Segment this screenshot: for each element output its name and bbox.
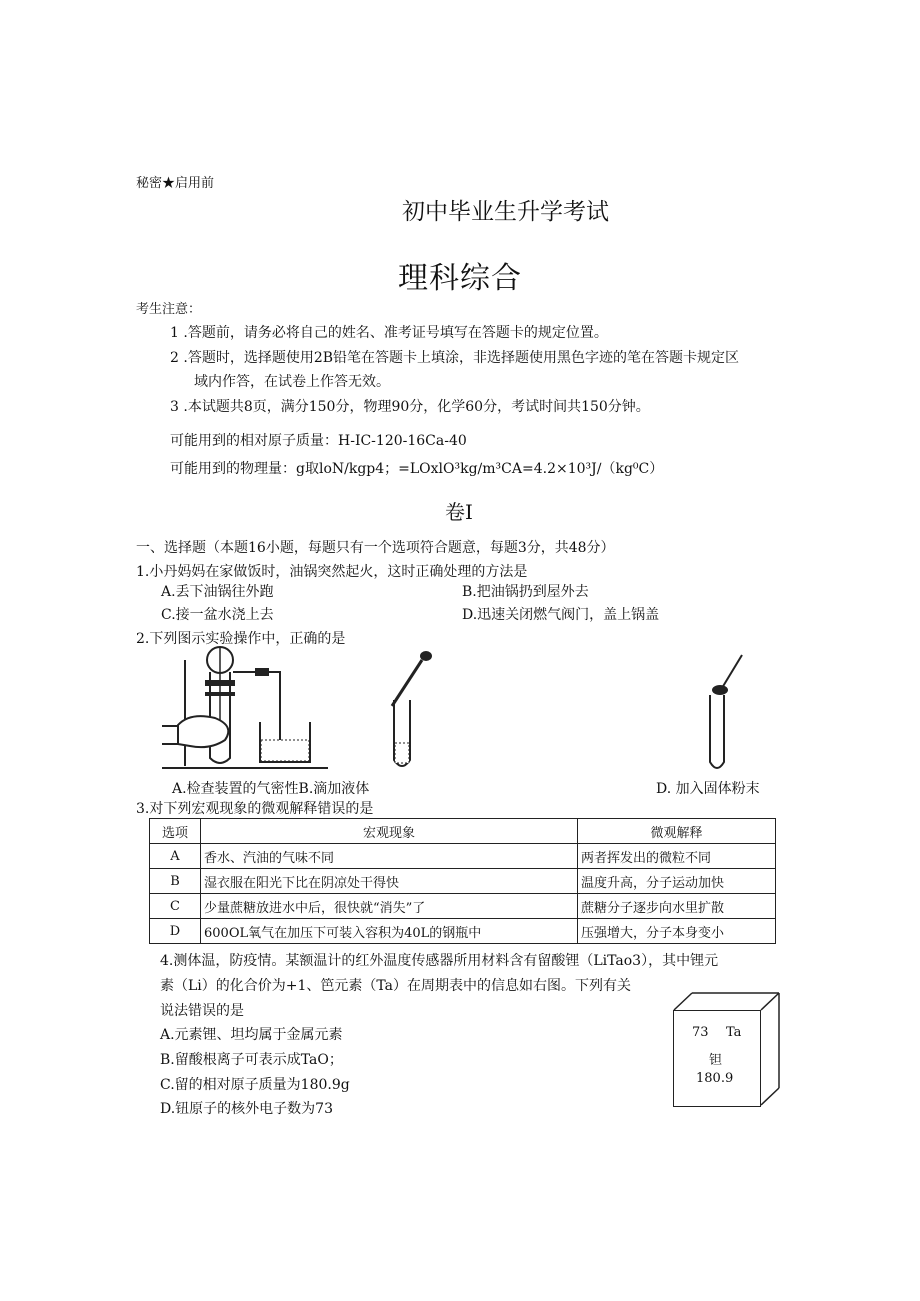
q2-caption-d: D. 加入固体粉末 — [656, 781, 760, 797]
notice-item-number: 2 — [170, 350, 179, 366]
notice-item-text: .本试题共8页，满分150分，物理90分，化学60分，考试时间共150分钟。 — [183, 399, 650, 415]
q4-line-3: 说法错误的是 — [160, 1003, 244, 1019]
atomic-number: 73 — [692, 1025, 709, 1040]
q1-stem: 1.小丹妈妈在家做饭时，油锅突然起火，这时正确处理的方法是 — [136, 564, 528, 580]
table-row — [150, 894, 776, 919]
header-cell: 微观解释 — [578, 819, 776, 844]
q1-option-a: A.丢下油锅往外跑 — [161, 584, 274, 600]
table-row — [150, 869, 776, 894]
phenomenon-cell: 少量蔗糖放进水中后，很快就“消失”了 — [201, 894, 578, 919]
q4-option-d: D.钮原子的核外电子数为73 — [160, 1101, 333, 1117]
explanation-cell: 蔗糖分子逐步向水里扩散 — [578, 894, 776, 919]
phenomenon-cell: 600OL氧气在加压下可装入容积为40L的钢瓶中 — [201, 919, 578, 944]
notice-heading: 考生注意： — [136, 302, 202, 317]
exam-title: 初中毕业生升学考试 — [402, 199, 609, 225]
atomic-mass: 180.9 — [696, 1071, 734, 1086]
confidential-mark: 秘密★启用前 — [136, 176, 215, 191]
q4-line-1: 4.测体温，防疫情。某额温计的红外温度传感器所用材料含有留酸锂（LiTao3），其中锂元 — [160, 953, 719, 969]
powder-test-tube-figure — [700, 650, 760, 775]
element-name: 钽 — [709, 1053, 723, 1068]
table-row — [150, 844, 776, 869]
option-cell: A — [150, 844, 201, 869]
q4-line-2: 素（Li）的化合价为+1、笆元素（Ta）在周期表中的信息如右图。下列有关 — [160, 978, 632, 994]
explanation-cell: 压强增大，分子本身变小 — [578, 919, 776, 944]
element-symbol: Ta — [726, 1025, 742, 1040]
explanation-cell: 温度升高，分子运动加快 — [578, 869, 776, 894]
notice-item-2-continuation: 域内作答，在试卷上作答无效。 — [194, 374, 390, 390]
q3-table — [149, 818, 776, 944]
option-cell: D — [150, 919, 201, 944]
dropper-test-tube-figure — [382, 648, 442, 776]
section-heading: 一、选择题（本题16小题，每题只有一个选项符合题意，每题3分，共48分） — [136, 540, 615, 556]
option-cell: C — [150, 894, 201, 919]
volume-heading: 卷I — [445, 500, 473, 524]
header-cell: 选项 — [150, 819, 201, 844]
table-header-row — [150, 819, 776, 844]
table-row — [150, 919, 776, 944]
atomic-mass-line: 可能用到的相对原子质量：H-IC-120-16Ca-40 — [170, 433, 467, 449]
physics-constants-line: 可能用到的物理量：g取loN∕kgp4；=LOxlO³kg∕m³CA=4.2×10³J∕（kg⁰C） — [170, 461, 664, 477]
q4-option-a: A.元素锂、坦均属于金属元素 — [160, 1027, 343, 1043]
q2-stem: 2.下列图示实验操作中，正确的是 — [136, 631, 346, 647]
q2-caption-ab: A.检查装置的气密性B.滴加液体 — [172, 781, 370, 797]
notice-item-1 — [170, 322, 608, 342]
notice-item-3 — [170, 396, 650, 416]
notice-item-number: 1 — [170, 325, 179, 341]
notice-item-number: 3 — [170, 399, 179, 415]
q1-option-c: C.接一盆水浇上去 — [161, 607, 274, 623]
header-cell: 宏观现象 — [201, 819, 578, 844]
tantalum-element-card — [673, 1010, 761, 1107]
option-cell: B — [150, 869, 201, 894]
q3-stem: 3.对下列宏观现象的微观解释错误的是 — [136, 801, 374, 817]
q4-option-c: C.留的相对原子质量为180.9g — [160, 1077, 350, 1093]
airtightness-apparatus-figure — [160, 640, 330, 775]
notice-item-text: .答题前，请务必将自己的姓名、准考证号填写在答题卡的规定位置。 — [183, 325, 608, 341]
q1-option-b: B.把油锅扔到屋外去 — [462, 584, 589, 600]
phenomenon-cell: 香水、汽油的气味不同 — [201, 844, 578, 869]
phenomenon-cell: 湿衣服在阳光下比在阴凉处干得快 — [201, 869, 578, 894]
q1-option-d: D.迅速关闭燃气阀门，盖上锅盖 — [462, 607, 660, 623]
explanation-cell: 两者挥发出的微粒不同 — [578, 844, 776, 869]
notice-item-text: .答题时，选择题使用2B铅笔在答题卡上填涂，非选择题使用黑色字迹的笔在答题卡规定区 — [183, 350, 740, 366]
notice-item-2 — [170, 347, 739, 367]
q4-option-b: B.留酸根离子可表示成TaO； — [160, 1052, 343, 1068]
subject-title: 理科综合 — [398, 261, 522, 296]
